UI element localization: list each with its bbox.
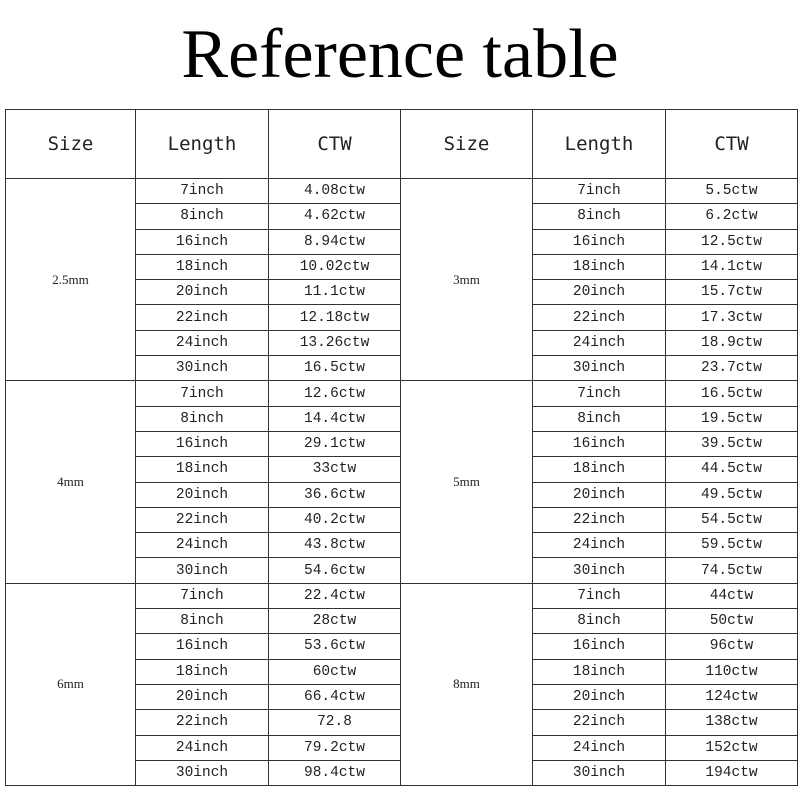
ctw-cell: 36.6ctw — [269, 482, 401, 507]
length-cell: 22inch — [136, 305, 269, 330]
length-cell: 20inch — [533, 280, 666, 305]
header-size: Size — [6, 110, 136, 179]
length-cell: 16inch — [136, 634, 269, 659]
length-cell: 18inch — [136, 457, 269, 482]
length-cell: 16inch — [533, 229, 666, 254]
reference-table — [5, 109, 798, 786]
ctw-cell: 6.2ctw — [666, 204, 798, 229]
ctw-cell: 54.6ctw — [269, 558, 401, 583]
header-length: Length — [136, 110, 269, 179]
ctw-cell: 49.5ctw — [666, 482, 798, 507]
ctw-cell: 10.02ctw — [269, 254, 401, 279]
length-cell: 20inch — [136, 280, 269, 305]
ctw-cell: 29.1ctw — [269, 431, 401, 456]
length-cell: 8inch — [136, 406, 269, 431]
size-cell: 8mm — [401, 583, 533, 785]
ctw-cell: 5.5ctw — [666, 179, 798, 204]
size-cell: 3mm — [401, 179, 533, 381]
length-cell: 18inch — [136, 659, 269, 684]
ctw-cell: 74.5ctw — [666, 558, 798, 583]
ctw-cell: 138ctw — [666, 710, 798, 735]
ctw-cell: 53.6ctw — [269, 634, 401, 659]
ctw-cell: 194ctw — [666, 760, 798, 785]
length-cell: 24inch — [533, 533, 666, 558]
length-cell: 30inch — [533, 356, 666, 381]
ctw-cell: 23.7ctw — [666, 356, 798, 381]
length-cell: 22inch — [533, 710, 666, 735]
ctw-cell: 96ctw — [666, 634, 798, 659]
length-cell: 20inch — [136, 482, 269, 507]
ctw-cell: 13.26ctw — [269, 330, 401, 355]
header-ctw: CTW — [666, 110, 798, 179]
length-cell: 16inch — [136, 431, 269, 456]
ctw-cell: 44ctw — [666, 583, 798, 608]
ctw-cell: 152ctw — [666, 735, 798, 760]
header-ctw: CTW — [269, 110, 401, 179]
ctw-cell: 8.94ctw — [269, 229, 401, 254]
ctw-cell: 14.1ctw — [666, 254, 798, 279]
length-cell: 20inch — [136, 684, 269, 709]
ctw-cell: 19.5ctw — [666, 406, 798, 431]
page-title: Reference table — [181, 16, 619, 93]
length-cell: 24inch — [136, 735, 269, 760]
length-cell: 8inch — [533, 406, 666, 431]
table-row — [6, 381, 798, 406]
ctw-cell: 110ctw — [666, 659, 798, 684]
length-cell: 7inch — [533, 583, 666, 608]
ctw-cell: 79.2ctw — [269, 735, 401, 760]
ctw-cell: 18.9ctw — [666, 330, 798, 355]
ctw-cell: 66.4ctw — [269, 684, 401, 709]
ctw-cell: 40.2ctw — [269, 507, 401, 532]
ctw-cell: 17.3ctw — [666, 305, 798, 330]
ctw-cell: 11.1ctw — [269, 280, 401, 305]
length-cell: 30inch — [533, 760, 666, 785]
length-cell: 24inch — [136, 533, 269, 558]
size-cell: 4mm — [6, 381, 136, 583]
length-cell: 18inch — [533, 254, 666, 279]
ctw-cell: 39.5ctw — [666, 431, 798, 456]
ctw-cell: 43.8ctw — [269, 533, 401, 558]
ctw-cell: 4.08ctw — [269, 179, 401, 204]
length-cell: 20inch — [533, 482, 666, 507]
size-cell: 5mm — [401, 381, 533, 583]
length-cell: 24inch — [533, 735, 666, 760]
length-cell: 8inch — [136, 609, 269, 634]
ctw-cell: 12.5ctw — [666, 229, 798, 254]
length-cell: 8inch — [533, 609, 666, 634]
length-cell: 7inch — [136, 583, 269, 608]
length-cell: 22inch — [533, 507, 666, 532]
length-cell: 16inch — [136, 229, 269, 254]
ctw-cell: 28ctw — [269, 609, 401, 634]
table-row — [6, 583, 798, 608]
length-cell: 18inch — [533, 457, 666, 482]
length-cell: 30inch — [136, 558, 269, 583]
length-cell: 8inch — [533, 204, 666, 229]
length-cell: 16inch — [533, 634, 666, 659]
ctw-cell: 14.4ctw — [269, 406, 401, 431]
header-size: Size — [401, 110, 533, 179]
length-cell: 7inch — [533, 179, 666, 204]
ctw-cell: 59.5ctw — [666, 533, 798, 558]
size-cell: 6mm — [6, 583, 136, 785]
ctw-cell: 60ctw — [269, 659, 401, 684]
length-cell: 8inch — [136, 204, 269, 229]
length-cell: 7inch — [136, 179, 269, 204]
ctw-cell: 44.5ctw — [666, 457, 798, 482]
ctw-cell: 12.18ctw — [269, 305, 401, 330]
table-row — [6, 179, 798, 204]
length-cell: 7inch — [136, 381, 269, 406]
length-cell: 18inch — [136, 254, 269, 279]
ctw-cell: 124ctw — [666, 684, 798, 709]
ctw-cell: 12.6ctw — [269, 381, 401, 406]
ctw-cell: 50ctw — [666, 609, 798, 634]
ctw-cell: 33ctw — [269, 457, 401, 482]
length-cell: 22inch — [533, 305, 666, 330]
header-row — [6, 110, 798, 179]
ctw-cell: 15.7ctw — [666, 280, 798, 305]
ctw-cell: 16.5ctw — [269, 356, 401, 381]
length-cell: 16inch — [533, 431, 666, 456]
length-cell: 24inch — [136, 330, 269, 355]
length-cell: 22inch — [136, 710, 269, 735]
length-cell: 18inch — [533, 659, 666, 684]
ctw-cell: 54.5ctw — [666, 507, 798, 532]
length-cell: 7inch — [533, 381, 666, 406]
header-length: Length — [533, 110, 666, 179]
ctw-cell: 4.62ctw — [269, 204, 401, 229]
length-cell: 22inch — [136, 507, 269, 532]
length-cell: 30inch — [136, 356, 269, 381]
length-cell: 20inch — [533, 684, 666, 709]
length-cell: 30inch — [533, 558, 666, 583]
length-cell: 30inch — [136, 760, 269, 785]
ctw-cell: 22.4ctw — [269, 583, 401, 608]
ctw-cell: 72.8 — [269, 710, 401, 735]
size-cell: 2.5mm — [6, 179, 136, 381]
ctw-cell: 98.4ctw — [269, 760, 401, 785]
ctw-cell: 16.5ctw — [666, 381, 798, 406]
length-cell: 24inch — [533, 330, 666, 355]
